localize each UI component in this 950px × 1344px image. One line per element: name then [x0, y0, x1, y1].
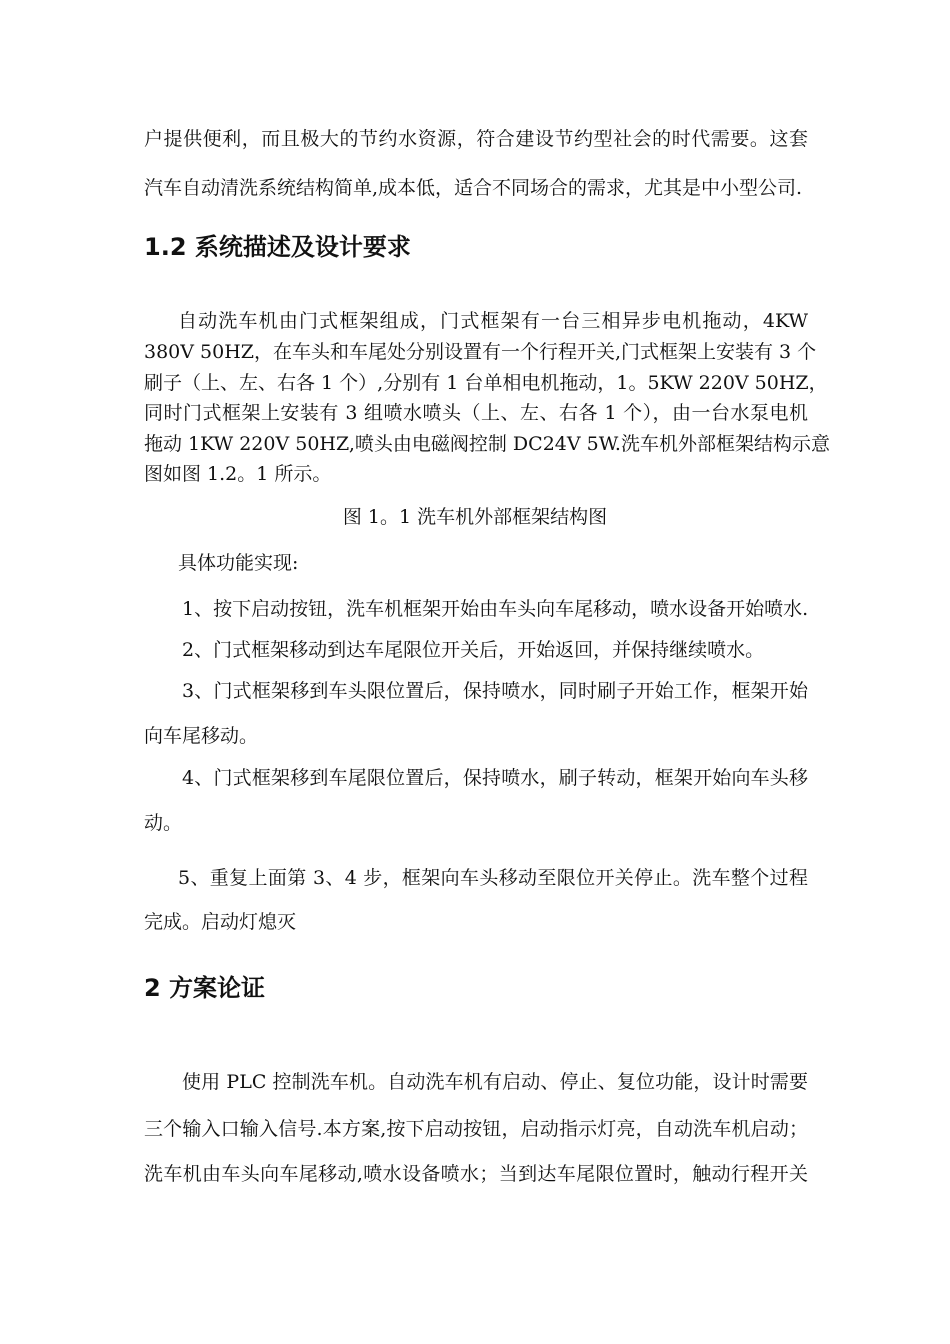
- functions-label: 具体功能实现:: [178, 552, 299, 574]
- intro-line-2: 汽车自动清洗系统结构简单,成本低，适合不同场合的需求，尤其是中小型公司.: [144, 177, 803, 199]
- intro-line-1: 户提供便利，而且极大的节约水资源，符合建设节约型社会的时代需要。这套: [144, 128, 808, 150]
- paragraph-line-3: 刷子（上、左、右各 1 个）,分别有 1 台单相电机拖动，1。5KW 220V 50HZ，: [144, 372, 828, 394]
- step-3: 3、门式框架移到车头限位置后，保持喷水，同时刷子开始工作，框架开始: [182, 680, 808, 702]
- step-1: 1、按下启动按钮，洗车机框架开始由车头向车尾移动，喷水设备开始喷水.: [182, 598, 809, 620]
- step-4: 4、门式框架移到车尾限位置后，保持喷水，刷子转动，框架开始向车头移: [182, 767, 808, 789]
- figure-caption: 图 1。1 洗车机外部框架结构图: [342, 506, 608, 528]
- section-2-line-3: 洗车机由车头向车尾移动,喷水设备喷水；当到达车尾限位置时，触动行程开关: [144, 1163, 808, 1185]
- step-5-continuation: 完成。启动灯熄灭: [144, 911, 297, 933]
- section-heading-1-2: 1.2 系统描述及设计要求: [144, 233, 411, 261]
- paragraph-line-4: 同时门式框架上安装有 3 组喷水喷头（上、左、右各 1 个），由一台水泵电机: [144, 402, 808, 424]
- paragraph-line-6: 图如图 1.2。1 所示。: [144, 463, 332, 485]
- paragraph-line-2: 380V 50HZ，在车头和车尾处分别设置有一个行程开关,门式框架上安装有 3 个: [144, 341, 817, 363]
- paragraph-line-1: 自动洗车机由门式框架组成，门式框架有一台三相异步电机拖动，4KW: [178, 310, 808, 332]
- section-2-line-2: 三个输入口输入信号.本方案,按下启动按钮，启动指示灯亮，自动洗车机启动；: [144, 1118, 808, 1140]
- section-2-line-1: 使用 PLC 控制洗车机。自动洗车机有启动、停止、复位功能，设计时需要: [182, 1071, 808, 1093]
- step-4-continuation: 动。: [144, 812, 183, 834]
- section-heading-2: 2 方案论证: [144, 974, 266, 1002]
- step-3-continuation: 向车尾移动。: [144, 725, 259, 747]
- step-5: 5、重复上面第 3、4 步，框架向车头移动至限位开关停止。洗车整个过程: [178, 867, 808, 889]
- step-2: 2、门式框架移动到达车尾限位开关后，开始返回，并保持继续喷水。: [182, 639, 765, 661]
- paragraph-line-5: 拖动 1KW 220V 50HZ,喷头由电磁阀控制 DC24V 5W.洗车机外部框架结构示意: [144, 433, 830, 455]
